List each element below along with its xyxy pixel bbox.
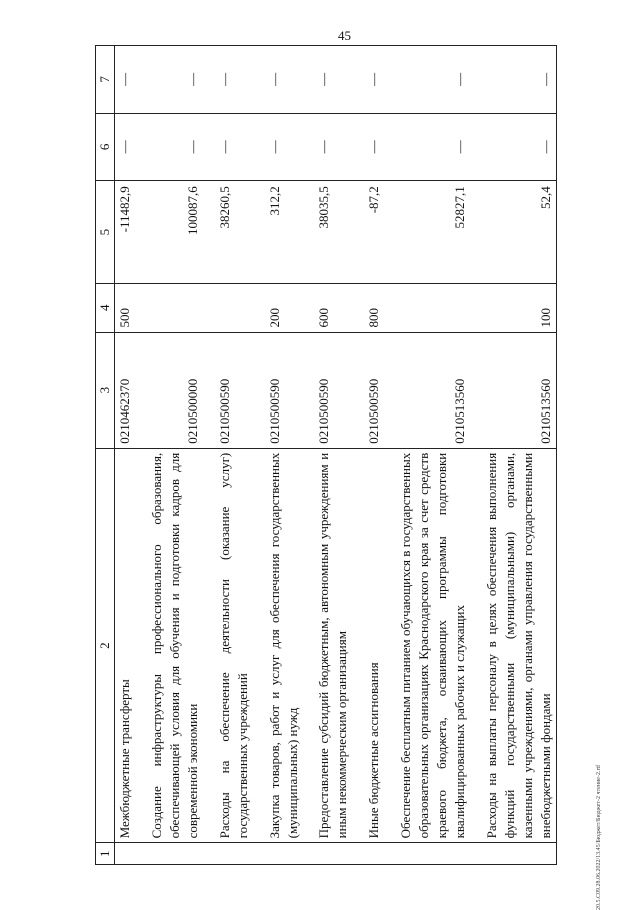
row-value-5: -87,2 <box>364 181 384 284</box>
header-row <box>96 46 115 865</box>
row-value-7: — <box>265 46 303 114</box>
row-kind <box>147 283 203 332</box>
row-name: Закупка товаров, работ и услуг для обеспечения государственных (муниципальных) нужд <box>265 448 303 843</box>
row-code: 0210500590 <box>314 332 352 448</box>
table-row <box>265 46 303 865</box>
row-code: 0210500590 <box>364 332 384 448</box>
row-value-7: — <box>314 46 352 114</box>
row-index-cell <box>364 843 384 865</box>
col-header-1: 1 <box>96 843 115 865</box>
row-kind: 100 <box>482 283 556 332</box>
row-name: Расходы на обеспечение деятельности (оказание услуг) государственных учреждений <box>215 448 253 843</box>
row-value-6: — <box>265 113 303 181</box>
table-row <box>147 46 203 865</box>
col-header-4: 4 <box>96 283 115 332</box>
row-value-5: 38035,5 <box>314 181 352 284</box>
row-value-6: — <box>482 113 556 181</box>
row-gap <box>352 46 364 865</box>
row-gap <box>302 46 314 865</box>
row-value-6: — <box>396 113 470 181</box>
row-index-cell <box>396 843 470 865</box>
row-value-7: — <box>396 46 470 114</box>
row-kind <box>215 283 253 332</box>
row-gap <box>384 46 396 865</box>
row-kind: 500 <box>114 283 134 332</box>
row-kind: 800 <box>364 283 384 332</box>
row-name: Расходы на выплаты персоналу в целях обеспечения выполнения функций государственными (муниципальными) органами, казенными учреждениями, органами управления государственными внебюджетными фондами <box>482 448 556 843</box>
row-name: Иные бюджетные ассигнования <box>364 448 384 843</box>
row-name: Обеспечение бесплатным питанием обучающихся в государственных образовательных организациях Краснодарского края за счет средств краевого бюджета, осваивающих программы подготовки квалифицированных рабочих и служащих <box>396 448 470 843</box>
row-name: Предоставление субсидий бюджетным, автономным учреждениям и иным некоммерческим организациям <box>314 448 352 843</box>
row-code: 0210513560 <box>396 332 470 448</box>
row-value-5: 38260,5 <box>215 181 253 284</box>
row-code: 0210500590 <box>265 332 303 448</box>
table-row <box>482 46 556 865</box>
row-kind <box>396 283 470 332</box>
table-row <box>396 46 470 865</box>
row-value-6: — <box>114 113 134 181</box>
row-gap <box>253 46 265 865</box>
col-header-7: 7 <box>96 46 115 114</box>
row-value-7: — <box>482 46 556 114</box>
budget-table-sheet <box>95 45 610 865</box>
row-value-6: — <box>215 113 253 181</box>
footer-file-path: 20.5.С09.28.06.2022/13.45/Бюджет/Бюджет-2 чтение-2.rtf <box>596 764 602 910</box>
row-value-6: — <box>364 113 384 181</box>
table-row <box>364 46 384 865</box>
row-value-5: 52,4 <box>482 181 556 284</box>
table-row <box>215 46 253 865</box>
row-value-7: — <box>147 46 203 114</box>
col-header-6: 6 <box>96 113 115 181</box>
row-kind: 600 <box>314 283 352 332</box>
row-value-5: 312,2 <box>265 181 303 284</box>
row-name: Межбюджетные трансферты <box>114 448 134 843</box>
row-code: 0210462370 <box>114 332 134 448</box>
row-value-5: 100087,6 <box>147 181 203 284</box>
col-header-2: 2 <box>96 448 115 843</box>
row-value-5: 52827,1 <box>396 181 470 284</box>
row-code: 0210513560 <box>482 332 556 448</box>
row-value-5: -11482,9 <box>114 181 134 284</box>
row-index-cell <box>265 843 303 865</box>
col-header-5: 5 <box>96 181 115 284</box>
row-gap <box>203 46 215 865</box>
row-value-6: — <box>147 113 203 181</box>
row-value-7: — <box>215 46 253 114</box>
row-code: 0210500590 <box>215 332 253 448</box>
row-index-cell <box>314 843 352 865</box>
col-header-3: 3 <box>96 332 115 448</box>
table-row <box>314 46 352 865</box>
row-value-7: — <box>364 46 384 114</box>
row-gap <box>135 46 147 865</box>
row-code: 0210500000 <box>147 332 203 448</box>
row-index-cell <box>482 843 556 865</box>
row-name: Создание инфраструктуры профессионального образования, обеспечивающей условия для обучения и подготовки кадров для современной экономики <box>147 448 203 843</box>
row-value-7: — <box>114 46 134 114</box>
row-gap <box>470 46 482 865</box>
table-row <box>114 46 134 865</box>
row-kind: 200 <box>265 283 303 332</box>
page-number: 45 <box>338 28 351 43</box>
row-index-cell <box>147 843 203 865</box>
budget-table <box>95 45 557 865</box>
row-index-cell <box>215 843 253 865</box>
row-index-cell <box>114 843 134 865</box>
row-value-6: — <box>314 113 352 181</box>
